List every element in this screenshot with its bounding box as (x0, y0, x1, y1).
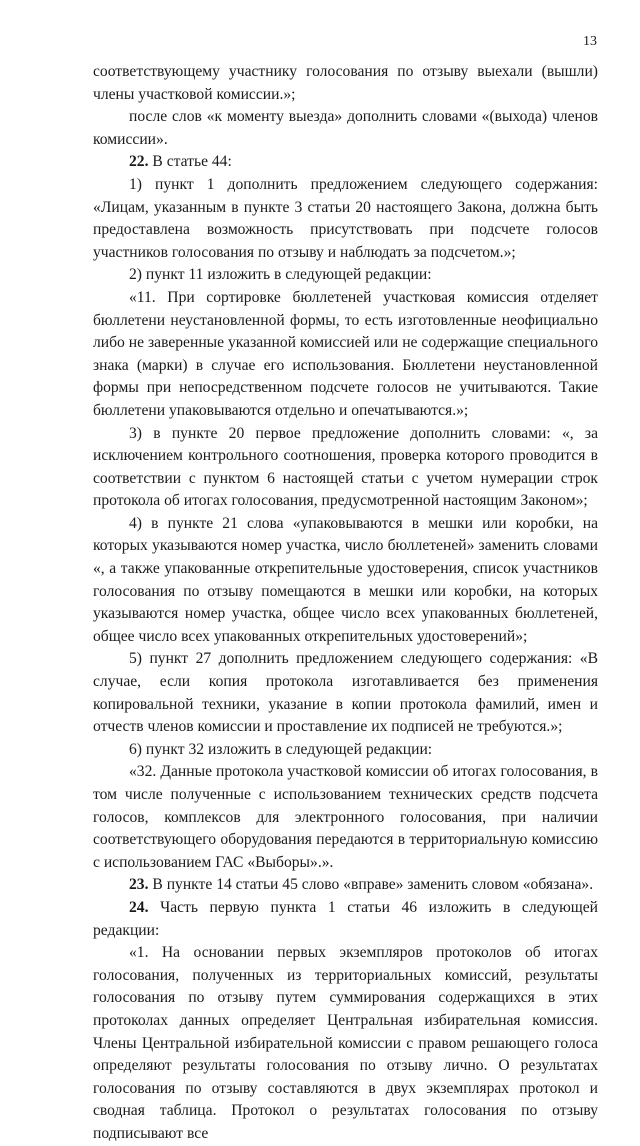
paragraph-text: «1. На основании первых экземпляров протоколов об итогах голосования, полученных из территориальных комиссий, результаты голосования по отзыву путем суммирования содержащихся в этих протоколах данных определяет Центральная избирательная комиссия. Члены Центральной избирательной комиссии с правом решающего голоса определяют результаты голосования по отзыву лично. О результатах голосования по отзыву составляются в двух экземплярах протокол и сводная таблица. Протокол о результатах голосования по отзыву подписывают все (93, 944, 598, 1142)
paragraph-text: 2) пункт 11 изложить в следующей редакции: (129, 266, 432, 284)
paragraph-text: 3) в пункте 20 первое предложение дополнить словами: «, за исключением контрольного соотношения, проверка которого проводится в соответствии с пунктом 6 настоящей статьи с учетом нумерации строк протокола об итогах голосования, предусмотренной настоящим Законом»; (93, 424, 598, 510)
paragraph (93, 513, 598, 649)
paragraph (93, 648, 598, 738)
paragraph (93, 942, 598, 1145)
paragraph (93, 739, 598, 762)
article-item (93, 874, 598, 897)
paragraph-text: В пункте 14 статьи 45 слово «вправе» заменить словом «обязана». (148, 876, 594, 894)
article-item (93, 151, 598, 174)
article-item (93, 897, 598, 942)
paragraph-text: «32. Данные протокола участковой комиссии об итогах голосования, в том числе полученные с использованием технических средств подсчета голосов, комплексов для электронного голосования, при наличии соответствующего оборудования передаются в территориальную комиссию с использованием ГАС «Выборы».». (93, 763, 598, 871)
paragraph (93, 761, 598, 874)
item-number: 24. (129, 898, 149, 916)
paragraph (93, 61, 598, 106)
paragraph (93, 423, 598, 513)
paragraph-text: 6) пункт 32 изложить в следующей редакции: (129, 740, 433, 758)
paragraph-text: соответствующему участнику голосования по отзыву выехали (вышли) члены участковой комиссии.»; (93, 63, 598, 103)
paragraph (93, 174, 598, 264)
paragraph (93, 264, 598, 287)
paragraph (93, 287, 598, 423)
paragraph-text: 4) в пункте 21 слова «упаковываются в мешки или коробки, на которых указываются номер участка, число бюллетеней» заменить словами «, а также упакованные открепительные удостоверения, список участников голосования по отзыву помещаются в мешки или коробки, на которых указываются номер участка, общее число всех упакованных бюллетеней, общее число всех упакованных открепительных удостоверений»; (93, 514, 598, 645)
item-number: 22. (129, 153, 149, 171)
item-number: 23. (129, 876, 149, 894)
document-body (93, 61, 598, 1146)
paragraph-text: 5) пункт 27 дополнить предложением следующего содержания: «В случае, если копия протокола изготавливается без применения копировальной техники, указание в копии протокола фамилий, имен и отчеств членов комиссии и проставление их подписей не требуются.»; (93, 650, 598, 736)
paragraph-text: Часть первую пункта 1 статьи 46 изложить в следующей редакции: (93, 898, 598, 939)
paragraph-text: после слов «к моменту выезда» дополнить словами «(выхода) членов комиссии». (93, 108, 598, 148)
paragraph-text: «11. При сортировке бюллетеней участковая комиссия отделяет бюллетени неустановленной формы, то есть изготовленные неофициально либо не заверенные указанной комиссией или не содержащие специального знака (марки) в случае его использования. Бюллетени неустановленной формы при непосредственном подсчете голосов не учитываются. Такие бюллетени упаковываются отдельно и опечатываются.»; (93, 288, 598, 419)
page-number: 13 (583, 34, 597, 49)
paragraph-text: 1) пункт 1 дополнить предложением следующего содержания: «Лицам, указанным в пункте 3 статьи 20 настоящего Закона, должна быть предоставлена возможность присутствовать при подсчете голосов участников голосования по отзыву и наблюдать за подсчетом.»; (93, 175, 598, 261)
paragraph (93, 106, 598, 151)
paragraph-text: В статье 44: (148, 153, 232, 171)
